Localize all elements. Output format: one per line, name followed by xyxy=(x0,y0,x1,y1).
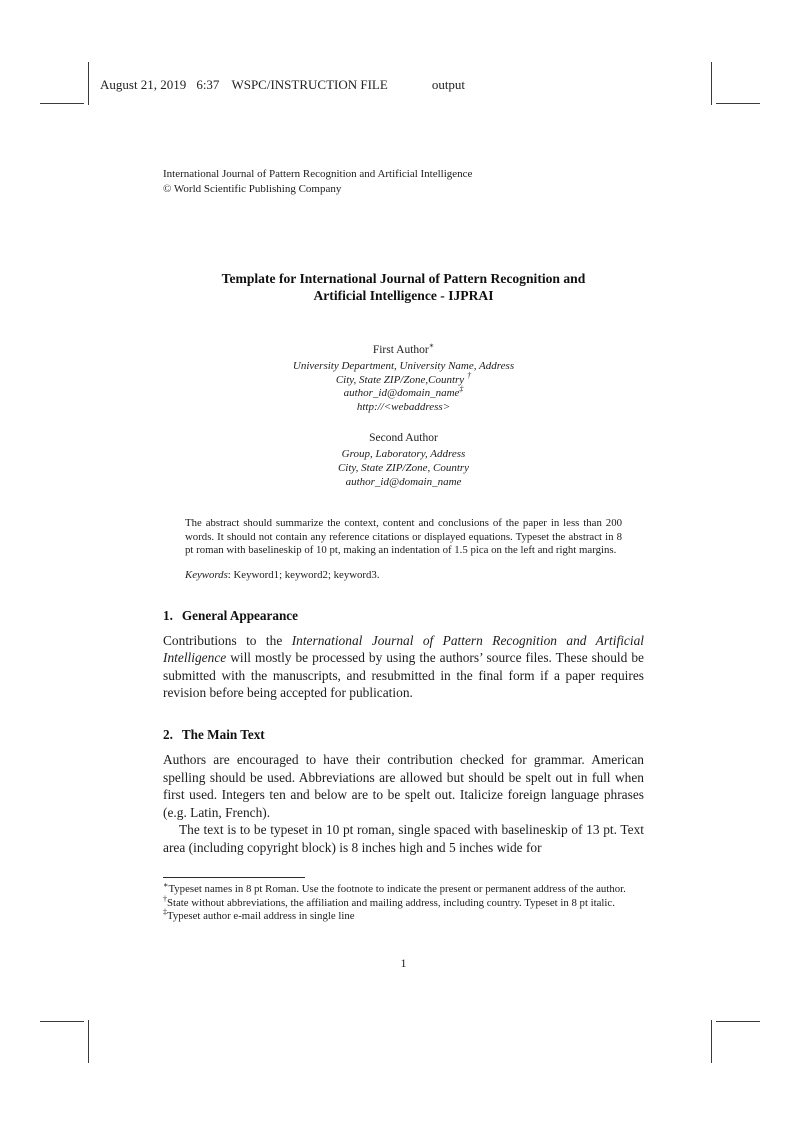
section-1-heading xyxy=(163,608,644,624)
first-author-url: http://<webaddress> xyxy=(356,400,451,413)
running-head-date: August 21, 2019 xyxy=(100,77,187,92)
section-1-number: 1. xyxy=(163,607,173,623)
footnote-1-mark: ∗ xyxy=(163,880,169,890)
first-author-email-text: author_id@domain_name xyxy=(343,387,460,400)
keywords-text: : Keyword1; keyword2; keyword3. xyxy=(227,568,380,581)
section-2-heading-text: The Main Text xyxy=(181,726,265,742)
first-author-email xyxy=(163,384,644,401)
first-author-affiliation-line1: University Department, University Name, Address xyxy=(292,360,515,372)
paper-title-line2: Artificial Intelligence - IJPRAI xyxy=(313,288,494,303)
footnote-3-mark: ‡ xyxy=(163,907,167,917)
first-author-email-footnote-mark: ‡ xyxy=(459,384,464,394)
abstract: The abstract should summarize the context, content and conclusions of the paper in less than 200 words. It should not contain any reference citations or displayed equations. Typeset the abstract in 8 pt roman with baselineskip of 10 pt, making an indentation of 1.5 pica on the left and right margins. xyxy=(185,517,622,557)
page-body xyxy=(163,167,644,924)
paper-title xyxy=(163,270,644,304)
crop-mark-top-left-horizontal xyxy=(40,103,84,104)
section-1-paragraph-1 xyxy=(163,632,644,702)
running-head-job-name: output xyxy=(431,77,466,92)
first-author-affiliation-footnote-mark: † xyxy=(467,370,472,380)
section-1-heading-text: General Appearance xyxy=(181,607,298,623)
second-author-affiliation-line2: City, State ZIP/Zone, Country xyxy=(337,461,470,474)
journal-name: International Journal of Pattern Recognition and Artificial Intelligence xyxy=(163,168,473,180)
running-head xyxy=(100,77,465,93)
section-2-number: 2. xyxy=(163,726,173,742)
section-1-paragraph-1-pre: Contributions to the xyxy=(163,632,292,648)
footnote-3 xyxy=(163,907,644,923)
second-author-affiliation-line1: Group, Laboratory, Address xyxy=(341,448,466,461)
running-head-style-file: WSPC/INSTRUCTION FILE xyxy=(231,77,388,92)
first-author-affiliation-line2-text: City, State ZIP/Zone,Country xyxy=(335,373,465,386)
running-head-time: 6:37 xyxy=(196,77,220,92)
journal-block xyxy=(163,167,644,196)
section-2-paragraph-2: The text is to be typeset in 10 pt roman, single spaced with baselineskip of 13 pt. Text area (including copyright block) is 8 inches high and 5 inches wide for xyxy=(163,822,644,855)
paper-title-line1: Template for International Journal of Pattern Recognition and xyxy=(221,271,586,286)
section-2-heading xyxy=(163,727,644,743)
crop-mark-bottom-right-horizontal xyxy=(716,1021,760,1022)
footnote-2-text: State without abbreviations, the affiliation and mailing address, including country. Typeset in 8 pt italic. xyxy=(167,896,615,909)
footnote-rule xyxy=(163,877,305,878)
section-2-paragraph-1: Authors are encouraged to have their contribution checked for grammar. American spelling should be used. Abbreviations are allowed but should be spelt out in full when first used. Integers ten and below are to be spelt out. Italicize foreign language phrases (e.g. Latin, French). xyxy=(163,751,644,820)
journal-copyright: © World Scientific Publishing Company xyxy=(163,182,342,195)
section-1-paragraph-1-post: will mostly be processed by using the authors’ source files. These should be submitted with the manuscripts, and resubmitted in the final form if a paper requires revision before being accepted for publication. xyxy=(163,650,644,701)
crop-mark-top-right-horizontal xyxy=(716,103,760,104)
first-author-name xyxy=(163,343,644,357)
crop-mark-bottom-right-vertical xyxy=(711,1020,712,1063)
first-author-affiliation-line2 xyxy=(163,370,644,388)
second-author-name: Second Author xyxy=(369,432,438,445)
footnote-2-mark: † xyxy=(163,894,167,904)
crop-mark-top-right-vertical xyxy=(711,62,712,105)
first-author-footnote-mark: ∗ xyxy=(428,341,435,351)
crop-mark-bottom-left-horizontal xyxy=(40,1021,84,1022)
footnote-area xyxy=(163,877,644,923)
footnote-1-text: Typeset names in 8 pt Roman. Use the footnote to indicate the present or permanent address of the author. xyxy=(168,883,626,896)
footnote-2 xyxy=(163,894,644,910)
page-number: 1 xyxy=(400,956,407,970)
author-block-second xyxy=(163,431,644,489)
footnote-1 xyxy=(163,880,644,896)
crop-mark-bottom-left-vertical xyxy=(88,1020,89,1063)
keywords-label: Keywords xyxy=(185,568,228,581)
footnote-3-text: Typeset author e-mail address in single line xyxy=(167,910,355,923)
first-author-name-text: First Author xyxy=(372,344,429,356)
section-1-paragraph-1-italic: International Journal of Pattern Recognition and Artificial Intelligence xyxy=(163,632,644,666)
second-author-email: author_id@domain_name xyxy=(345,475,462,488)
author-block-first xyxy=(163,343,644,414)
keywords-line xyxy=(185,569,622,583)
crop-mark-top-left-vertical xyxy=(88,62,89,105)
